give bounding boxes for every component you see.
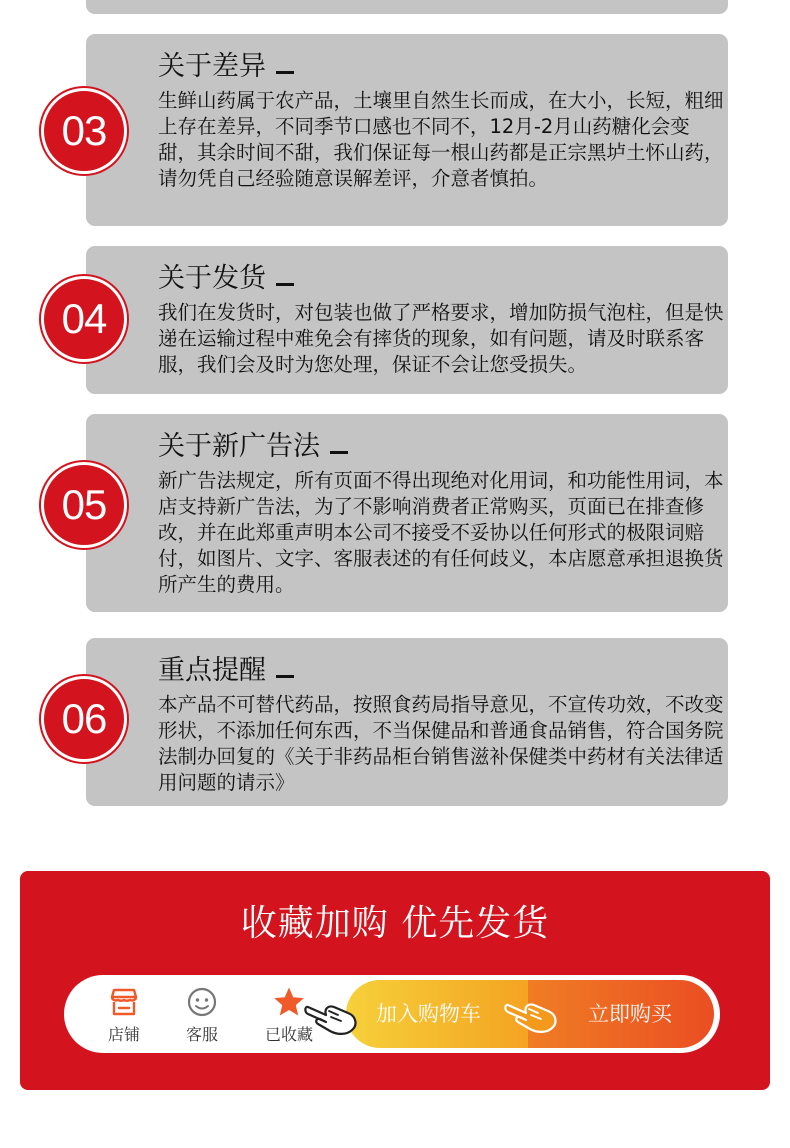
title-dash xyxy=(276,675,294,678)
card-text-03: 生鲜山药属于农产品，土壤里自然生长而成，在大小，长短，粗细上存在差异，不同季节口感也不同不，12月-2月山药糖化会变甜，其余时间不甜，我们保证每一根山药都是正宗黑垆土怀山药，请勿凭自己经验随意误解差评，介意者慎拍。 xyxy=(158,89,724,190)
number-badge-04: 04 xyxy=(41,276,127,362)
number-badge-03: 03 xyxy=(41,88,127,174)
info-card-06 xyxy=(86,638,728,806)
promo-banner xyxy=(20,871,770,1090)
promo-title: 收藏加购 优先发货 xyxy=(240,903,550,944)
number-badge-05: 05 xyxy=(41,462,127,548)
mock-action-bar xyxy=(64,975,720,1053)
card-title-05: 关于新广告法 xyxy=(158,430,348,464)
shop-entry[interactable] xyxy=(94,985,154,1045)
title-dash xyxy=(330,451,348,454)
info-card-05 xyxy=(86,414,728,612)
shop-label: 店铺 xyxy=(107,1025,140,1044)
card-text-06: 本产品不可替代药品，按照食药局指导意见，不宣传功效，不改变形状，不添加任何东西，不当保健品和普通食品销售，符合国务院法制办回复的《关于非药品柜台销售滋补保健类中药材有关法律适用问题的请示》 xyxy=(158,693,724,794)
buy-now-button[interactable]: 立即购买 xyxy=(528,980,714,1048)
service-label: 客服 xyxy=(185,1025,218,1044)
store-icon xyxy=(108,987,140,1017)
previous-info-card xyxy=(86,0,728,14)
info-card-04 xyxy=(86,246,728,394)
card-text-05: 新广告法规定，所有页面不得出现绝对化用词，和功能性用词，本店支持新广告法，为了不影响消费者正常购买，页面已在排查修改，并在此郑重声明本公司不接受不妥协以任何形式的极限词赔付，如图片、文字、客服表述的有任何歧义，本店愿意承担退换货所产生的费用。 xyxy=(158,469,724,596)
add-to-cart-button[interactable]: 加入购物车 xyxy=(346,980,566,1048)
card-title-06: 重点提醒 xyxy=(158,654,294,688)
card-title-04: 关于发货 xyxy=(158,262,294,296)
card-title-03: 关于差异 xyxy=(158,50,294,84)
title-dash xyxy=(276,283,294,286)
info-card-03 xyxy=(86,34,728,226)
service-face-icon xyxy=(186,986,218,1018)
pointing-hand-icon xyxy=(304,997,360,1037)
star-icon xyxy=(272,986,306,1018)
pointing-hand-icon xyxy=(504,995,560,1035)
favorited-label: 已收藏 xyxy=(264,1025,313,1044)
title-dash xyxy=(276,71,294,74)
number-badge-06: 06 xyxy=(41,676,127,762)
card-text-04: 我们在发货时，对包装也做了严格要求，增加防损气泡柱，但是快递在运输过程中难免会有摔货的现象，如有问题，请及时联系客服，我们会及时为您处理，保证不会让您受损失。 xyxy=(158,301,724,376)
customer-service-entry[interactable] xyxy=(172,985,232,1045)
